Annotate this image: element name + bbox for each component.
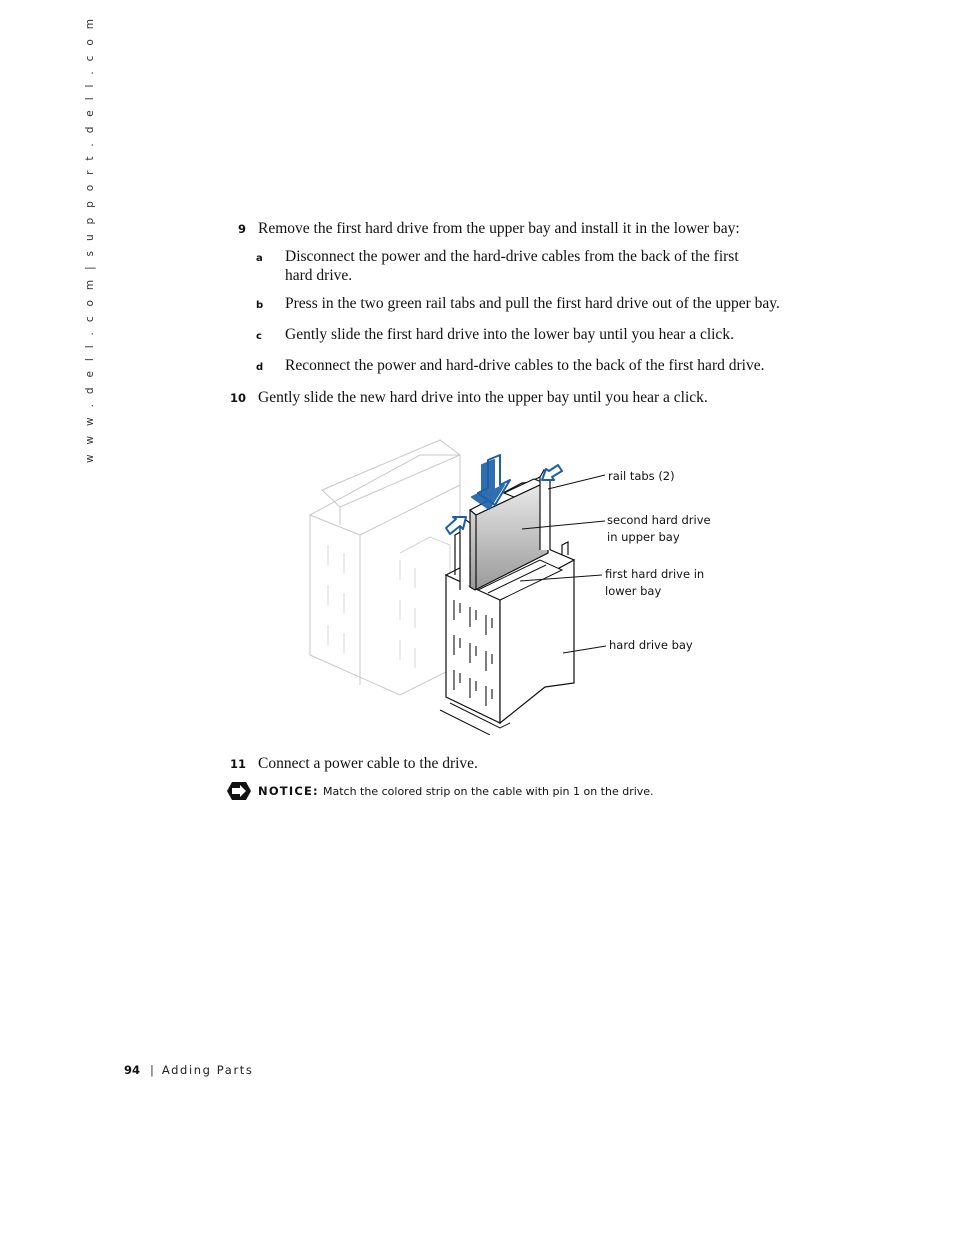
notice-label: NOTICE: (258, 784, 319, 798)
label-second-hard-drive: second hard drive in upper bay (607, 513, 711, 544)
hard-drive-figure (300, 425, 730, 735)
step-number: 10 (229, 391, 246, 405)
footer-separator: | (150, 1063, 154, 1077)
step-number: 11 (229, 757, 246, 771)
substep-letter: a (256, 253, 263, 264)
side-url: w w w . d e l l . c o m | s u p p o r t . d e l l . c o m (84, 15, 96, 463)
ghost-chassis (310, 440, 460, 695)
substep-text: Press in the two green rail tabs and pull the first hard drive out of the upper bay. (285, 295, 780, 312)
substep-text: Reconnect the power and hard-drive cables to the back of the first hard drive. (285, 357, 765, 374)
section-title: Adding Parts (161, 1063, 254, 1077)
notice-icon (226, 781, 252, 806)
notice (226, 781, 786, 803)
substep-letter: b (256, 300, 264, 311)
label-hard-drive-bay: hard drive bay (609, 638, 693, 652)
rail-tab-arrow-icon-right (542, 465, 562, 480)
substep-text: Disconnect the power and the hard-drive cables from the back of the first hard drive. (285, 248, 739, 284)
substep-text: Gently slide the first hard drive into the lower bay until you hear a click. (285, 326, 734, 343)
page-number: 94 (124, 1063, 141, 1077)
substep-letter: c (256, 331, 262, 342)
step-text: Gently slide the new hard drive into the upper bay until you hear a click. (258, 389, 708, 406)
notice-text: Match the colored strip on the cable with pin 1 on the drive. (323, 785, 654, 798)
substep-letter: d (256, 362, 264, 373)
page-footer (124, 1063, 254, 1077)
label-first-hard-drive: first hard drive in lower bay (605, 567, 705, 598)
label-rail-tabs: rail tabs (2) (608, 469, 675, 483)
step-number: 9 (237, 222, 246, 236)
step-text: Connect a power cable to the drive. (258, 755, 478, 772)
step-text: Remove the first hard drive from the upper bay and install it in the lower bay: (258, 220, 740, 237)
